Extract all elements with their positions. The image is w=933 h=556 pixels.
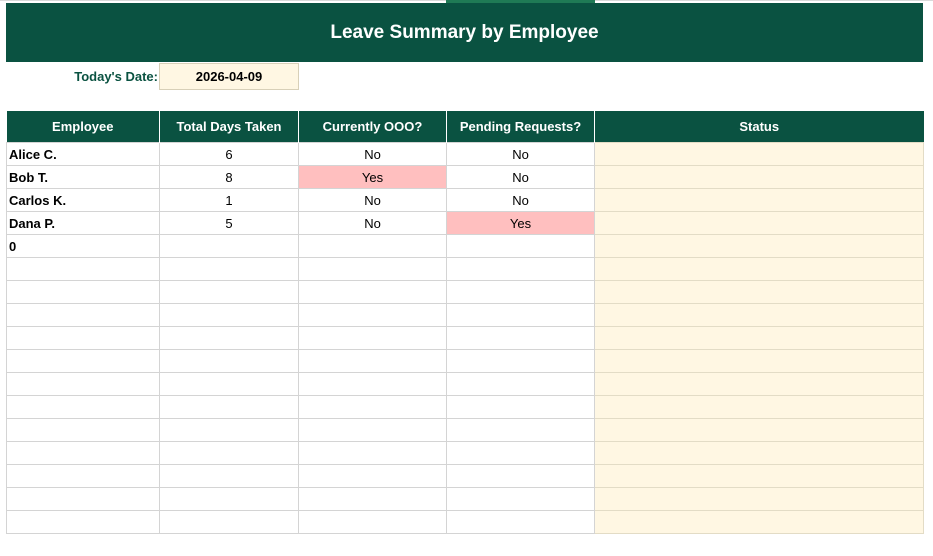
cell-status[interactable] <box>595 281 924 304</box>
cell-total-days[interactable] <box>160 350 299 373</box>
cell-currently-ooo[interactable] <box>299 442 447 465</box>
cell-employee[interactable] <box>7 350 160 373</box>
cell-total-days[interactable] <box>160 373 299 396</box>
table-row <box>7 304 924 327</box>
table-row <box>7 235 924 258</box>
cell-employee[interactable] <box>7 442 160 465</box>
cell-total-days[interactable]: 8 <box>160 166 299 189</box>
cell-employee[interactable] <box>7 258 160 281</box>
cell-currently-ooo[interactable] <box>299 327 447 350</box>
cell-total-days[interactable] <box>160 258 299 281</box>
leave-summary-table <box>6 111 924 534</box>
cell-total-days[interactable] <box>160 465 299 488</box>
cell-employee[interactable]: Carlos K. <box>7 189 160 212</box>
table-row <box>7 258 924 281</box>
cell-pending-requests[interactable] <box>447 373 595 396</box>
table-row <box>7 488 924 511</box>
cell-total-days[interactable] <box>160 327 299 350</box>
cell-currently-ooo[interactable] <box>299 304 447 327</box>
cell-pending-requests[interactable] <box>447 304 595 327</box>
cell-pending-requests[interactable]: Yes <box>447 212 595 235</box>
cell-total-days[interactable] <box>160 511 299 534</box>
table-row <box>7 465 924 488</box>
table-row <box>7 396 924 419</box>
table-row <box>7 166 924 189</box>
cell-currently-ooo[interactable] <box>299 396 447 419</box>
cell-status[interactable] <box>595 396 924 419</box>
table-row <box>7 143 924 166</box>
cell-pending-requests[interactable] <box>447 442 595 465</box>
cell-status[interactable] <box>595 419 924 442</box>
cell-status[interactable] <box>595 511 924 534</box>
cell-currently-ooo[interactable]: No <box>299 143 447 166</box>
table-row <box>7 212 924 235</box>
cell-currently-ooo[interactable] <box>299 350 447 373</box>
date-label[interactable]: Today's Date: <box>74 68 158 84</box>
cell-pending-requests[interactable]: No <box>447 143 595 166</box>
cell-status[interactable] <box>595 304 924 327</box>
cell-status[interactable] <box>595 212 924 235</box>
cell-pending-requests[interactable] <box>447 465 595 488</box>
cell-employee[interactable] <box>7 373 160 396</box>
header-total-days[interactable]: Total Days Taken <box>160 111 299 143</box>
cell-status[interactable] <box>595 350 924 373</box>
selection-accent <box>446 0 595 3</box>
cell-pending-requests[interactable] <box>447 327 595 350</box>
cell-status[interactable] <box>595 327 924 350</box>
header-status[interactable]: Status <box>595 111 924 143</box>
cell-total-days[interactable] <box>160 281 299 304</box>
cell-currently-ooo[interactable] <box>299 419 447 442</box>
cell-pending-requests[interactable] <box>447 281 595 304</box>
cell-total-days[interactable] <box>160 396 299 419</box>
table-row <box>7 511 924 534</box>
cell-pending-requests[interactable] <box>447 235 595 258</box>
cell-employee[interactable]: Alice C. <box>7 143 160 166</box>
cell-total-days[interactable]: 1 <box>160 189 299 212</box>
date-value-cell[interactable]: 2026-04-09 <box>159 63 299 90</box>
cell-currently-ooo[interactable]: No <box>299 212 447 235</box>
table-row <box>7 281 924 304</box>
header-pending-requests[interactable]: Pending Requests? <box>447 111 595 143</box>
cell-pending-requests[interactable] <box>447 511 595 534</box>
cell-status[interactable] <box>595 166 924 189</box>
cell-employee[interactable] <box>7 327 160 350</box>
table-row <box>7 350 924 373</box>
cell-employee[interactable] <box>7 281 160 304</box>
table-row <box>7 327 924 350</box>
cell-pending-requests[interactable] <box>447 258 595 281</box>
cell-pending-requests[interactable]: No <box>447 189 595 212</box>
cell-total-days[interactable] <box>160 304 299 327</box>
header-row <box>7 111 924 143</box>
cell-status[interactable] <box>595 189 924 212</box>
cell-status[interactable] <box>595 258 924 281</box>
cell-status[interactable] <box>595 235 924 258</box>
cell-status[interactable] <box>595 143 924 166</box>
cell-total-days[interactable]: 6 <box>160 143 299 166</box>
table-row <box>7 419 924 442</box>
cell-currently-ooo[interactable] <box>299 281 447 304</box>
cell-total-days[interactable] <box>160 419 299 442</box>
table-row <box>7 373 924 396</box>
cell-currently-ooo[interactable]: No <box>299 189 447 212</box>
cell-currently-ooo[interactable] <box>299 235 447 258</box>
cell-currently-ooo[interactable] <box>299 511 447 534</box>
cell-pending-requests[interactable] <box>447 419 595 442</box>
cell-currently-ooo[interactable] <box>299 465 447 488</box>
cell-employee[interactable]: 0 <box>7 235 160 258</box>
header-employee[interactable]: Employee <box>7 111 160 143</box>
cell-employee[interactable] <box>7 465 160 488</box>
cell-employee[interactable]: Bob T. <box>7 166 160 189</box>
cell-pending-requests[interactable] <box>447 350 595 373</box>
cell-currently-ooo[interactable] <box>299 258 447 281</box>
cell-status[interactable] <box>595 488 924 511</box>
header-currently-ooo[interactable]: Currently OOO? <box>299 111 447 143</box>
cell-currently-ooo[interactable] <box>299 488 447 511</box>
cell-pending-requests[interactable] <box>447 396 595 419</box>
cell-employee[interactable] <box>7 304 160 327</box>
cell-employee[interactable]: Dana P. <box>7 212 160 235</box>
cell-status[interactable] <box>595 373 924 396</box>
cell-pending-requests[interactable]: No <box>447 166 595 189</box>
cell-employee[interactable] <box>7 396 160 419</box>
cell-employee[interactable] <box>7 488 160 511</box>
cell-status[interactable] <box>595 465 924 488</box>
cell-currently-ooo[interactable]: Yes <box>299 166 447 189</box>
table-row <box>7 189 924 212</box>
cell-total-days[interactable]: 5 <box>160 212 299 235</box>
cell-total-days[interactable] <box>160 488 299 511</box>
cell-employee[interactable] <box>7 511 160 534</box>
cell-pending-requests[interactable] <box>447 488 595 511</box>
sheet-title[interactable]: Leave Summary by Employee <box>6 3 923 62</box>
table-row <box>7 442 924 465</box>
cell-employee[interactable] <box>7 419 160 442</box>
cell-status[interactable] <box>595 442 924 465</box>
cell-currently-ooo[interactable] <box>299 373 447 396</box>
cell-total-days[interactable] <box>160 442 299 465</box>
cell-total-days[interactable] <box>160 235 299 258</box>
